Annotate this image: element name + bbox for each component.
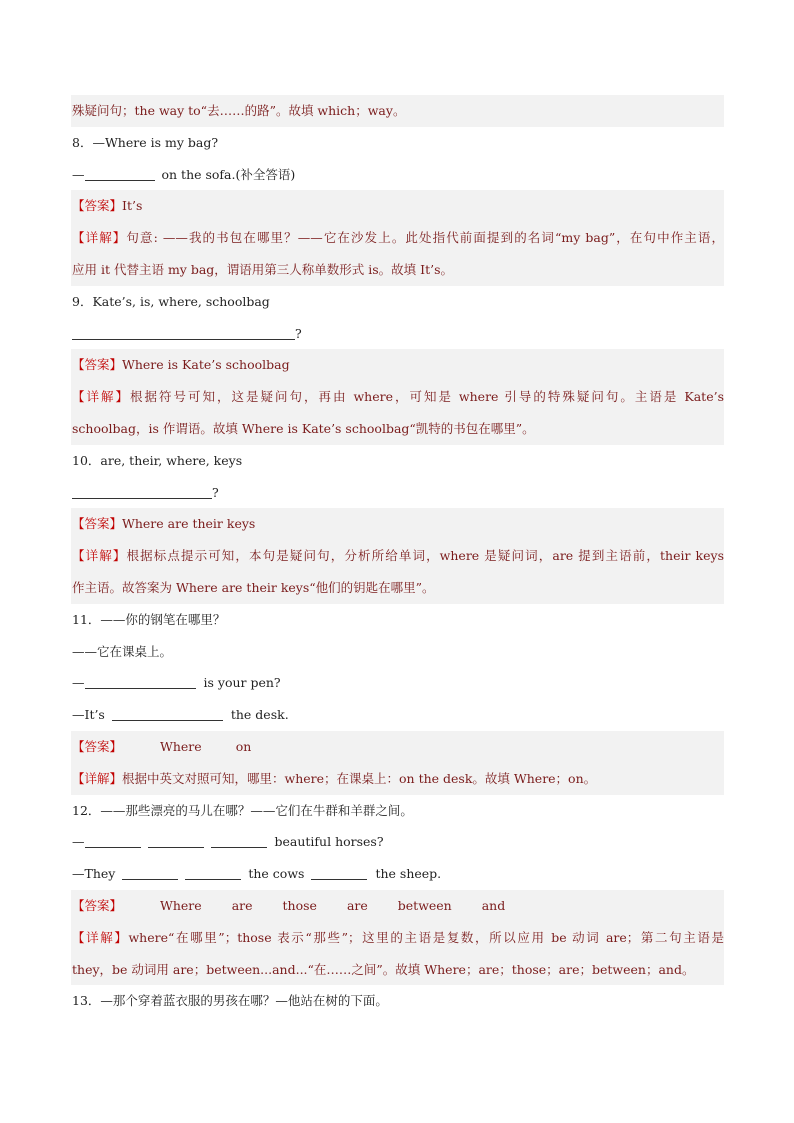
question-10-answer-line: [71, 477, 724, 509]
answer-text: It’s: [122, 198, 143, 214]
question-text: beautiful horses?: [274, 834, 384, 850]
question-12-line-2: [71, 826, 724, 858]
dash: —: [72, 675, 85, 691]
answer-blank[interactable]: [72, 325, 295, 340]
answer-blank[interactable]: [85, 833, 141, 848]
answer-blank[interactable]: [85, 674, 196, 689]
question-text: —They: [72, 866, 116, 882]
answer-blank[interactable]: [148, 833, 204, 848]
answer-word: Where: [160, 738, 202, 754]
explanation-tag: 【详解】: [72, 929, 129, 945]
question-text: the desk.: [230, 707, 289, 723]
explanation-text: 根据中英文对照可知，哪里：where；在课桌上：on the desk。故填 Where；on。: [122, 770, 597, 786]
question-11-prompt: 11．——你的钢笔在哪里？: [72, 611, 226, 627]
question-11-chinese-reply: ——它在课桌上。: [72, 643, 173, 659]
explanation-text: where“在哪里”；those 表示“那些”；这里的主语是复数，所以应用 be 动词 are；第二句主语是: [128, 929, 724, 945]
explanation-text: 根据符号可知，这是疑问句，再由 where，可知是 where 引导的特殊疑问句。主语是 Kate’s: [130, 389, 724, 405]
answer-tag: 【答案】: [72, 198, 123, 214]
question-8-prompt: 8．—Where is my bag?: [72, 134, 219, 150]
question-text: is your pen?: [203, 675, 281, 691]
explanation-10-line-2: 作主语。故答案为 Where are their keys“他们的钥匙在哪里”。: [71, 572, 724, 604]
question-mark: ?: [212, 484, 219, 500]
question-text: —It’s: [72, 707, 105, 723]
explanation-10-line-1: [71, 540, 724, 572]
question-9-answer-line: [71, 318, 724, 350]
dash: —: [72, 834, 85, 850]
answer-blank[interactable]: [211, 833, 267, 848]
worksheet-page: [71, 95, 724, 1017]
answer-blank[interactable]: [72, 484, 212, 499]
answer-blank[interactable]: [185, 865, 241, 880]
answer-12: [71, 890, 724, 922]
explanation-12-line-2: they，be 动词用 are；between...and...“在……之间”。故填 Where；are；those；are；between；and。: [71, 954, 724, 986]
question-8-answer-line: [71, 159, 724, 191]
explanation-tag: 【详解】: [72, 230, 127, 246]
answer-word: are: [231, 897, 253, 913]
explanation-text: 句意: ——我的书包在哪里？——它在沙发上。此处指代前面提到的名词“my bag”，在句中作主语，: [126, 230, 724, 246]
explanation-tag: 【详解】: [72, 770, 123, 786]
answer-blank[interactable]: [112, 706, 223, 721]
dash: —: [72, 166, 85, 182]
explanation-continuation: 殊疑问句；the way to“去……的路”。故填 which；way。: [71, 95, 724, 127]
answer-word: are: [346, 897, 368, 913]
answer-10: [71, 508, 724, 540]
explanation-9-line-2: schoolbag，is 作谓语。故填 Where is Kate’s schoolbag“凯特的书包在哪里”。: [71, 413, 724, 445]
question-10-prompt: 10．are, their, where, keys: [72, 452, 243, 468]
explanation-tag: 【详解】: [72, 548, 127, 564]
answer-word: those: [282, 897, 317, 913]
question-text: the sheep.: [375, 866, 442, 882]
answer-blank[interactable]: [85, 166, 155, 181]
explanation-9-line-1: [71, 381, 724, 413]
answer-blank[interactable]: [311, 865, 367, 880]
answer-word: and: [481, 897, 506, 913]
answer-word: Where: [160, 897, 202, 913]
question-mark: ?: [295, 325, 302, 341]
explanation-8-line-2: 应用 it 代替主语 my bag，谓语用第三人称单数形式 is。故填 It’s。: [71, 254, 724, 286]
explanation-8-line-1: [71, 222, 724, 254]
question-9-prompt: 9．Kate’s, is, where, schoolbag: [72, 293, 270, 309]
answer-tag: 【答案】: [72, 738, 123, 754]
question-12-prompt: 12．——那些漂亮的马儿在哪？——它们在牛群和羊群之间。: [72, 802, 413, 818]
answer-tag: 【答案】: [72, 516, 123, 532]
explanation-12-line-1: [71, 922, 724, 954]
answer-text: Where are their keys: [122, 516, 256, 532]
answer-tag: 【答案】: [72, 357, 123, 373]
question-11-line-4: [71, 699, 724, 731]
question-text: on the sofa.(补全答语): [161, 166, 296, 182]
answer-word: on: [235, 738, 252, 754]
answer-9: [71, 349, 724, 381]
answer-tag: 【答案】: [72, 897, 123, 913]
explanation-11: [71, 763, 724, 795]
question-13-prompt: 13．—那个穿着蓝衣服的男孩在哪？—他站在树的下面。: [72, 993, 388, 1009]
explanation-text: 根据标点提示可知，本句是疑问句，分析所给单词，where 是疑问词，are 提到主语前，their keys: [126, 548, 724, 564]
answer-11: [71, 731, 724, 763]
answer-word: between: [397, 897, 452, 913]
answer-text: Where is Kate’s schoolbag: [122, 357, 290, 373]
question-11-line-3: [71, 667, 724, 699]
answer-8: [71, 190, 724, 222]
question-text: the cows: [248, 866, 305, 882]
answer-blank[interactable]: [122, 865, 178, 880]
question-12-line-3: [71, 858, 724, 890]
explanation-tag: 【详解】: [72, 389, 130, 405]
